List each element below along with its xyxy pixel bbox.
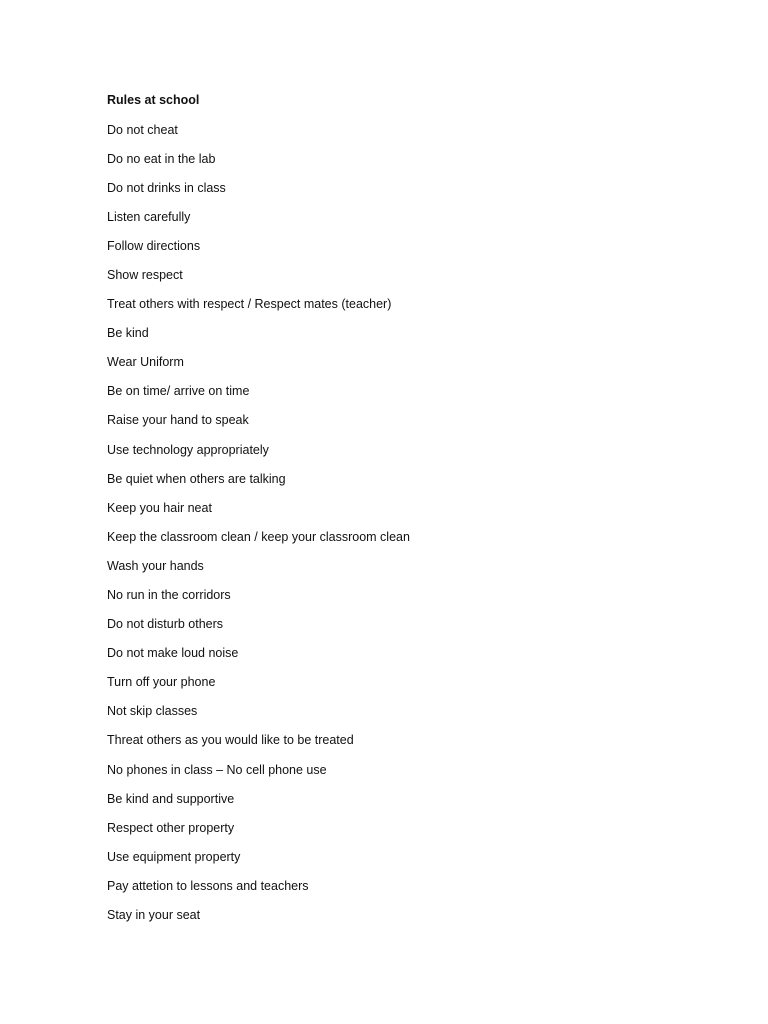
rule-item: Pay attetion to lessons and teachers [107,878,309,893]
rule-item: Use technology appropriately [107,442,269,457]
rule-item: No phones in class – No cell phone use [107,762,327,777]
rule-item: Use equipment property [107,849,241,864]
rule-item: Keep the classroom clean / keep your classroom clean [107,529,410,544]
rule-item: Stay in your seat [107,908,201,923]
rule-item: Do not cheat [107,122,178,137]
rule-item: Do not make loud noise [107,646,239,661]
rule-item: Keep you hair neat [107,500,212,515]
document-body [107,92,707,936]
rule-item: Turn off your phone [107,675,216,690]
rule-item: Do no eat in the lab [107,151,216,166]
document-title: Rules at school [107,93,200,107]
rule-item: Do not disturb others [107,617,224,632]
rule-item: Be quiet when others are talking [107,471,286,486]
rule-item: Treat others with respect / Respect mates (teacher) [107,297,392,312]
rule-item: Raise your hand to speak [107,413,249,428]
rule-item: Wear Uniform [107,355,184,370]
rule-item: Listen carefully [107,209,191,224]
rule-item: Be on time/ arrive on time [107,384,250,399]
rule-item: Not skip classes [107,704,198,719]
rule-item: No run in the corridors [107,588,231,602]
rule-item: Wash your hands [107,558,204,573]
rules-list [107,122,707,924]
rule-item: Be kind [107,326,149,341]
rule-item: Show respect [107,267,183,282]
rule-item: Respect other property [107,820,235,835]
rule-item: Do not drinks in class [107,180,226,195]
rule-item: Follow directions [107,238,201,253]
rule-item: Be kind and supportive [107,791,235,806]
rule-item: Threat others as you would like to be treated [107,733,354,748]
